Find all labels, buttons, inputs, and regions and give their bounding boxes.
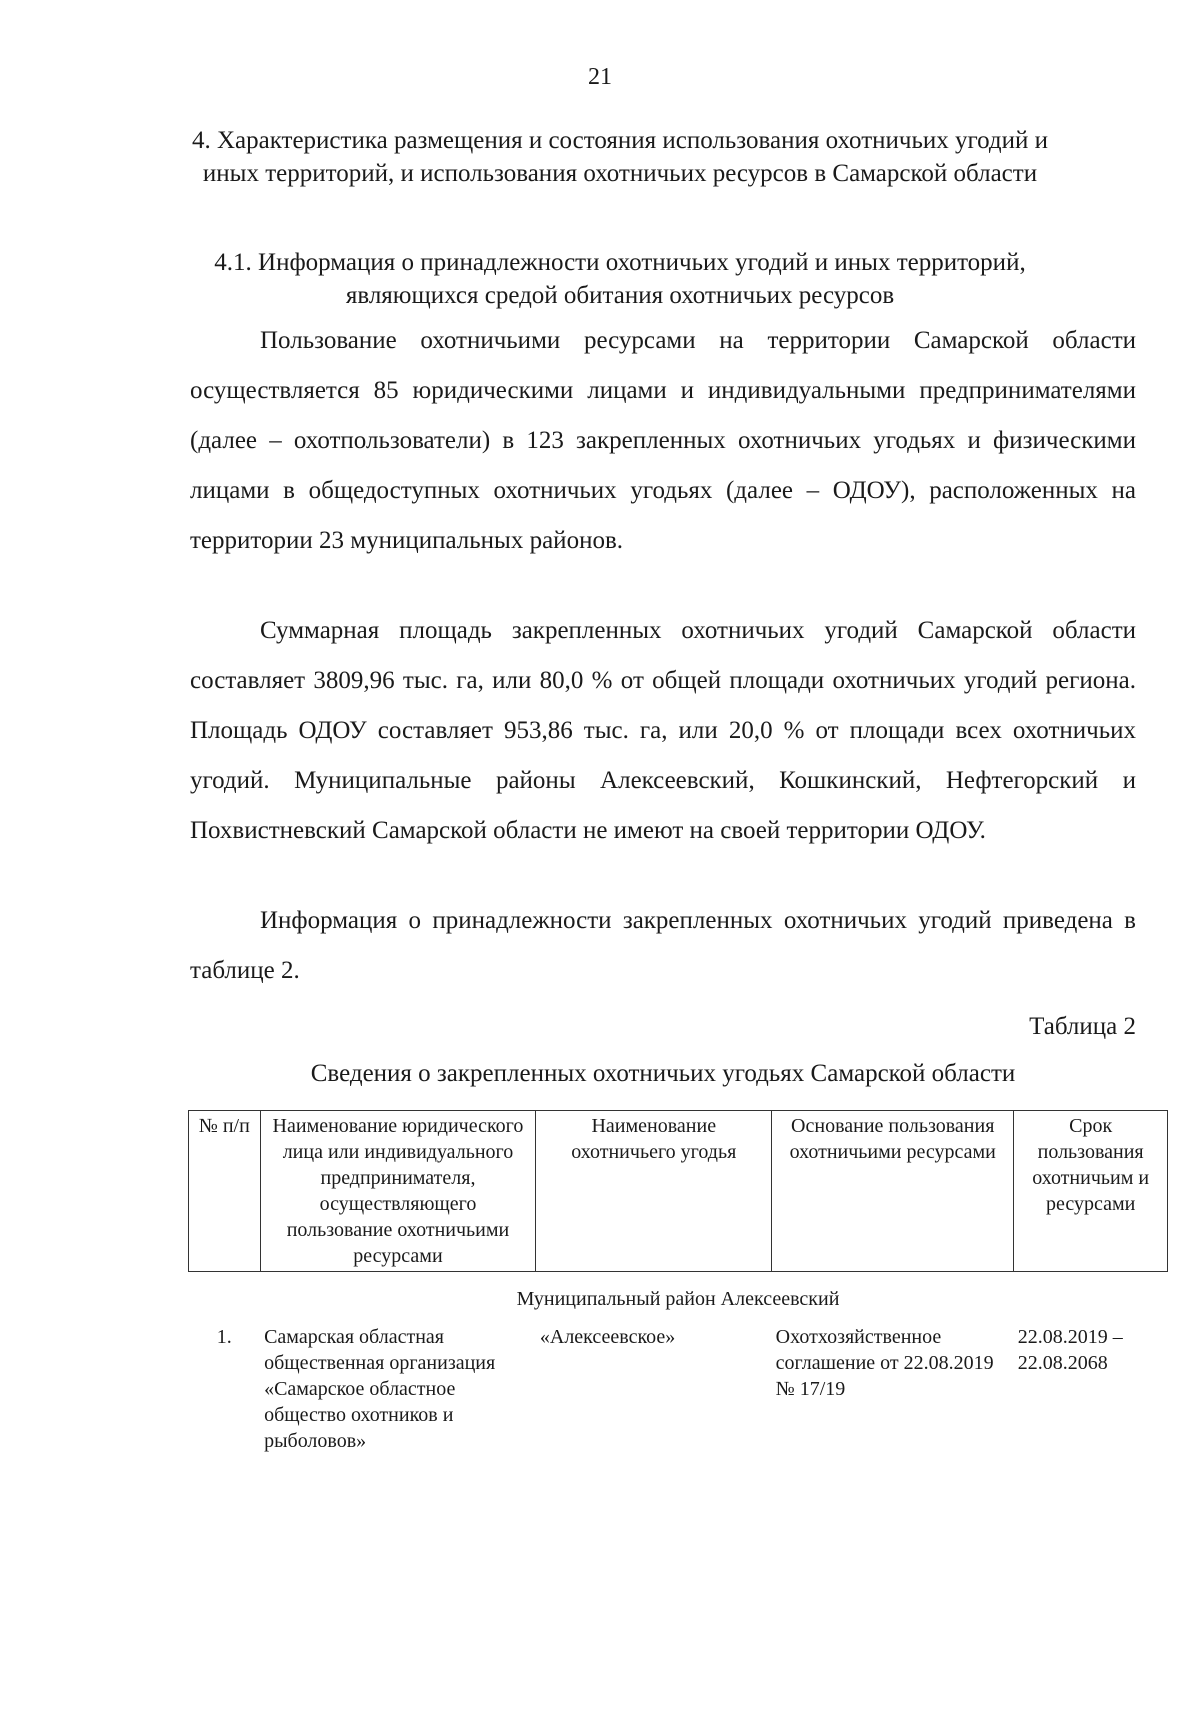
district-name: Муниципальный район Алексеевский [516, 1288, 840, 1310]
hunting-grounds-table [188, 1110, 1168, 1456]
header-ground: Наименование охотничьего угодья [536, 1111, 772, 1272]
table-caption: Сведения о закрепленных охотничьих угодьях Самарской области [310, 1060, 1016, 1087]
table-header-row [189, 1111, 1168, 1272]
header-term: Срок пользования охотничьим и ресурсами [1014, 1111, 1168, 1272]
table-label: Таблица 2 [1029, 1013, 1136, 1040]
subsection-title: 4.1. Информация о принадлежности охотничьих угодий и иных территорий, являющихся средой обитания охотничьих ресурсов [214, 249, 1026, 309]
header-entity: Наименование юридического лица или индивидуального предпринимателя, осуществляющего пользование охотничьими ресурсами [260, 1111, 536, 1272]
section-title: 4. Характеристика размещения и состояния использования охотничьих угодий и иных территорий, и использования охотничьих ресурсов в Самарской области [191, 127, 1049, 187]
row-entity: Самарская областная общественная организация «Самарское областное общество охотников и рыболовов» [264, 1326, 496, 1452]
header-basis: Основание пользования охотничьими ресурсами [772, 1111, 1014, 1272]
paragraph-table-reference: Информация о принадлежности закрепленных охотничьих угодий приведена в таблице 2. [190, 907, 1136, 984]
paragraph-area-summary: Суммарная площадь закрепленных охотничьих угодий Самарской области составляет 3809,96 тыс. га, или 80,0 % от общей площади охотничьих угодий региона. Площадь ОДОУ составляет 953,86 тыс. га, или 20,0 % от площади всех охотничьих угодий. Муниципальные районы Алексеевский, Кошкинский, Нефтегорский и Похвистневский Самарской области не имеют на своей территории ОДОУ. [190, 617, 1136, 844]
district-row [189, 1272, 1168, 1323]
row-number: 1. [216, 1326, 232, 1348]
row-basis: Охотхозяйственное соглашение от 22.08.2019 № 17/19 [775, 1326, 994, 1400]
row-term: 22.08.2019 – 22.08.2068 [1017, 1326, 1123, 1374]
page-number: 21 [588, 64, 612, 90]
row-ground: «Алексеевское» [539, 1326, 676, 1348]
header-number: № п/п [189, 1111, 261, 1272]
paragraph-hunting-users: Пользование охотничьими ресурсами на территории Самарской области осуществляется 85 юридическими лицами и индивидуальными предпринимателями (далее – охотпользователи) в 123 закрепленных охотничьих угодьях и физическими лицами в общедоступных охотничьих угодьях (далее – ОДОУ), расположенных на территории 23 муниципальных районов. [190, 327, 1136, 554]
table-row [189, 1322, 1168, 1456]
